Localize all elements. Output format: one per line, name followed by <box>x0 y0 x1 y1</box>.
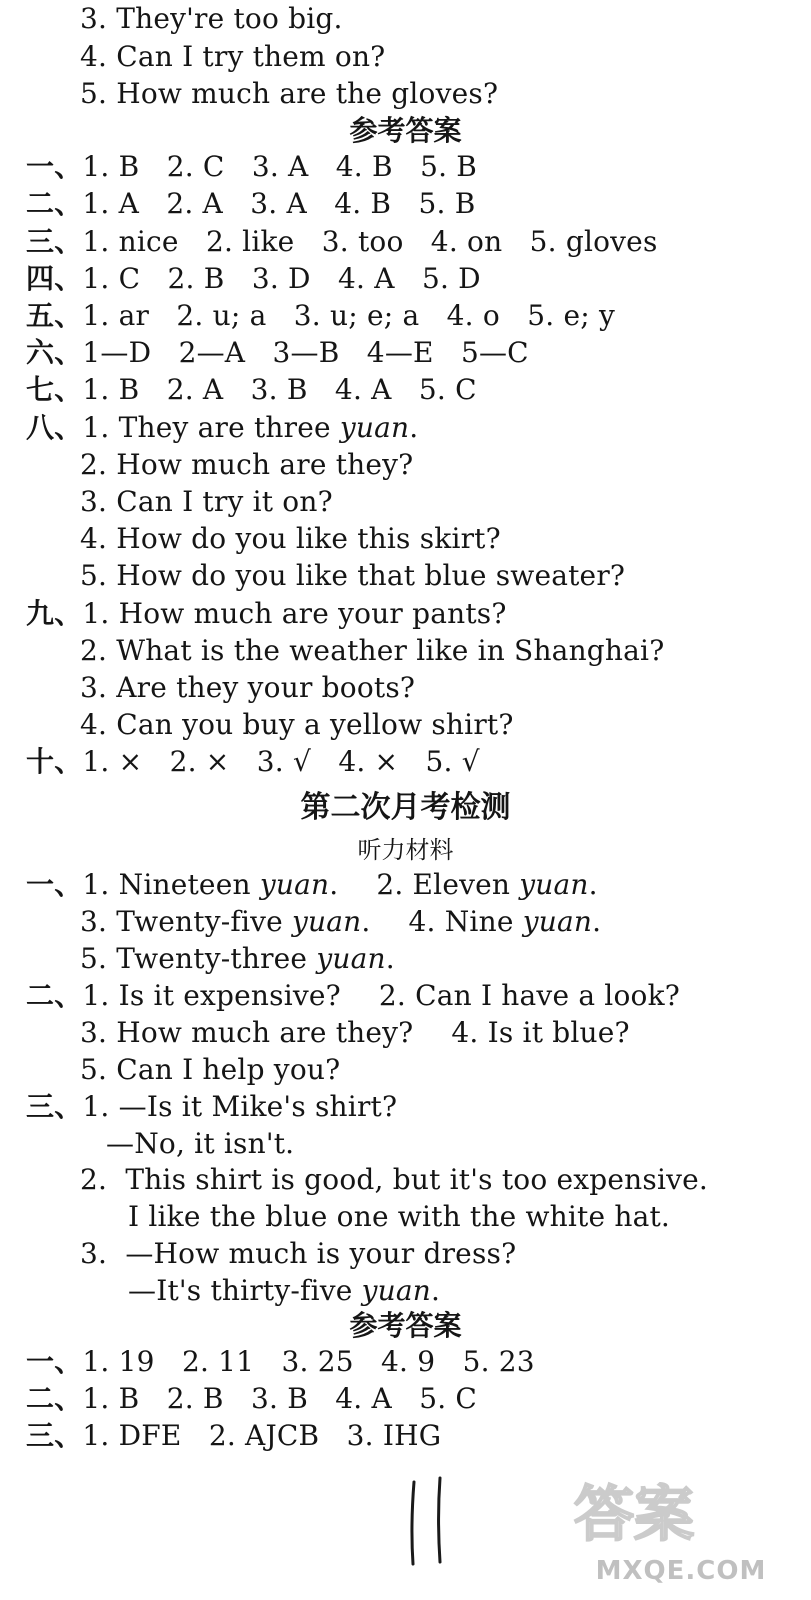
listening-text: . <box>431 1274 441 1307</box>
listening-text: . <box>329 868 339 901</box>
answer-row <box>26 411 418 445</box>
section-number: 三、 <box>26 225 83 258</box>
listening-text: . <box>385 942 395 975</box>
listening-heading: 听力材料 <box>357 836 454 864</box>
answer-row <box>26 373 477 407</box>
text-line: 3. Are they your boots? <box>80 671 416 704</box>
section-number: 十、 <box>26 745 83 778</box>
text-line: 2. What is the weather like in Shanghai? <box>80 634 665 667</box>
section-number: 六、 <box>26 336 83 369</box>
listening-text-italic: yuan <box>522 905 593 938</box>
answer-row <box>26 187 476 221</box>
answer-text: 1. × 2. × 3. √ 4. × 5. √ <box>82 745 480 778</box>
text-line: 3. Can I try it on? <box>80 485 333 518</box>
listening-text: —It's thirty-five <box>128 1274 362 1307</box>
listening-row <box>26 868 598 902</box>
answer-text-italic: yuan <box>339 411 410 444</box>
handwritten-page-number-icon <box>398 1472 458 1572</box>
text-line: 4. Can I try them on? <box>80 40 386 73</box>
text-line: 5. How do you like that blue sweater? <box>80 559 626 592</box>
answer-row <box>26 225 658 259</box>
text-line: 5. How much are the gloves? <box>80 77 499 110</box>
answer-text: 1. 19 2. 11 3. 25 4. 9 5. 23 <box>82 1345 535 1378</box>
listening-text-italic: yuan <box>259 868 330 901</box>
section-number: 三、 <box>26 1090 83 1123</box>
listening-text: 2. Can I have a look? <box>378 979 680 1012</box>
answer-row <box>26 262 481 296</box>
listening-text-italic: yuan <box>316 942 386 975</box>
listening-row <box>80 1016 630 1050</box>
listening-text: 4. Is it blue? <box>451 1016 630 1049</box>
answer-row <box>26 1382 477 1416</box>
listening-text-italic: yuan <box>292 905 362 938</box>
answers-heading: 参考答案 <box>349 1309 462 1342</box>
text-line: 4. Can you buy a yellow shirt? <box>80 708 514 741</box>
text-line: —No, it isn't. <box>106 1127 295 1160</box>
answer-row <box>26 1345 535 1379</box>
answer-text: 1. ar 2. u; a 3. u; e; a 4. o 5. e; y <box>82 299 615 332</box>
listening-row <box>26 979 680 1013</box>
section-number: 二、 <box>26 187 83 220</box>
watermark-site: MXQE.COM <box>595 1556 767 1586</box>
listening-text: 1. Is it expensive? <box>82 979 341 1012</box>
answer-text: 1—D 2—A 3—B 4—E 5—C <box>82 336 529 369</box>
answer-row <box>26 299 615 333</box>
answer-text: 1. B 2. A 3. B 4. A 5. C <box>82 373 477 406</box>
section-number: 一、 <box>26 150 83 183</box>
watermark-logo: 答案 <box>574 1480 694 1550</box>
answers-heading: 参考答案 <box>349 114 462 147</box>
text-line: 4. How do you like this skirt? <box>80 522 501 555</box>
listening-row <box>80 905 601 939</box>
answer-text: 1. DFE 2. AJCB 3. IHG <box>82 1419 442 1452</box>
answer-text: 1. nice 2. like 3. too 4. on 5. gloves <box>82 225 658 258</box>
listening-row <box>80 942 395 976</box>
answer-text: 1. They are three <box>82 411 340 444</box>
watermark <box>556 1470 806 1595</box>
listening-text: 3. How much are they? <box>80 1016 414 1049</box>
answer-text: 1. A 2. A 3. A 4. B 5. B <box>82 187 476 220</box>
section-number: 四、 <box>26 262 83 295</box>
answer-text: . <box>409 411 419 444</box>
section-number: 三、 <box>26 1419 83 1452</box>
listening-text: 1. —Is it Mike's shirt? <box>82 1090 398 1123</box>
section-number: 一、 <box>26 1345 83 1378</box>
listening-text: 1. Nineteen <box>82 868 260 901</box>
answer-row <box>26 597 507 631</box>
listening-text-italic: yuan <box>361 1274 432 1307</box>
section-number: 九、 <box>26 597 83 630</box>
listening-text-italic: yuan <box>519 868 589 901</box>
listening-row <box>128 1274 440 1308</box>
text-line: 3. They're too big. <box>80 2 343 35</box>
section-number: 五、 <box>26 299 83 332</box>
listening-text: 4. Nine <box>408 905 523 938</box>
section-number: 八、 <box>26 411 83 444</box>
text-line: 2. How much are they? <box>80 448 414 481</box>
text-line: 3. —How much is your dress? <box>80 1237 517 1270</box>
test-title: 第二次月考检测 <box>300 790 511 825</box>
listening-text: . <box>361 905 371 938</box>
listening-text: 3. Twenty-five <box>80 905 293 938</box>
text-line: 5. Can I help you? <box>80 1053 341 1086</box>
listening-text: 2. Eleven <box>376 868 520 901</box>
answer-text: 1. How much are your pants? <box>82 597 507 630</box>
section-number: 七、 <box>26 373 83 406</box>
section-number: 二、 <box>26 979 83 1012</box>
answer-row <box>26 336 529 370</box>
section-number: 二、 <box>26 1382 83 1415</box>
answer-text: 1. B 2. C 3. A 4. B 5. B <box>82 150 478 183</box>
answer-row <box>26 1419 441 1453</box>
listening-text: . <box>592 905 602 938</box>
text-line: 2. This shirt is good, but it's too expensive. <box>80 1163 708 1196</box>
answer-text: 1. B 2. B 3. B 4. A 5. C <box>82 1382 478 1415</box>
listening-text: 5. Twenty-three <box>80 942 317 975</box>
text-line: I like the blue one with the white hat. <box>128 1200 671 1233</box>
section-number: 一、 <box>26 868 83 901</box>
listening-row <box>26 1090 397 1124</box>
answer-row <box>26 150 477 184</box>
answer-row <box>26 745 480 779</box>
answer-text: 1. C 2. B 3. D 4. A 5. D <box>82 262 481 295</box>
listening-text: . <box>588 868 598 901</box>
